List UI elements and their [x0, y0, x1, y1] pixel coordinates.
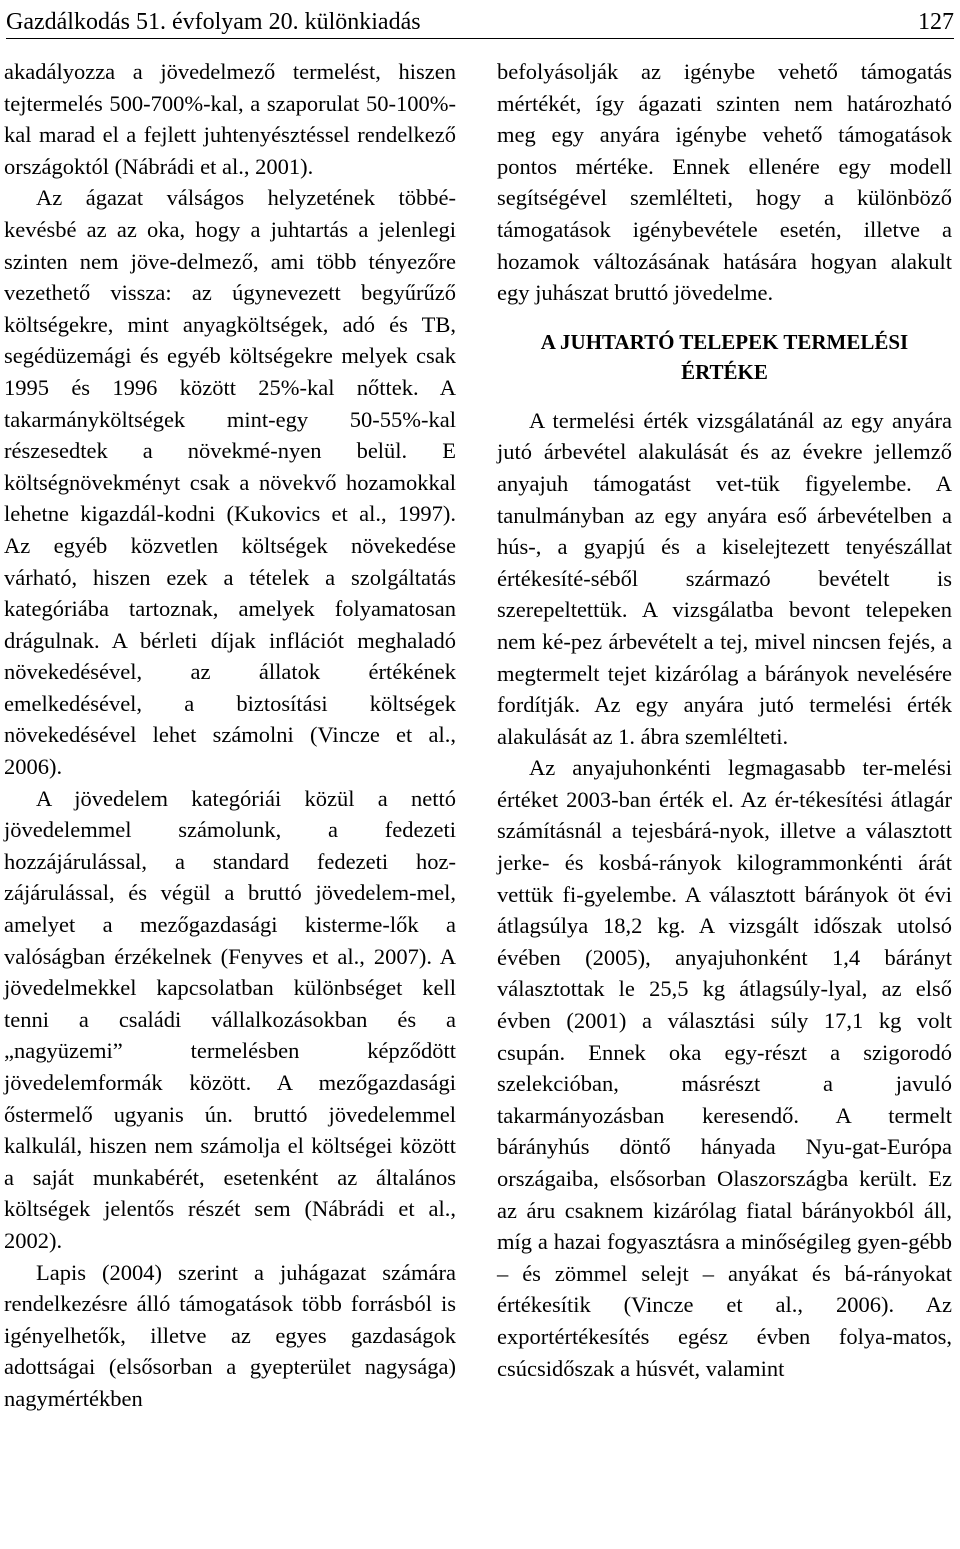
paragraph: Az anyajuhonkénti legmagasabb ter-melési értéket 2003-ban érték el. Az ér-tékesítési átlagár számításnál a tejesbárá-nyok, illetve a választott jerke- és kosbá-rányok kilogrammonkénti árát vettük fi-gyelembe. A választott bárányok öt évi átlagsúlya 18,2 kg. A vizsgált időszak utolsó évében (2005), anyajuhonként 1,4 bárányt választottak le 25,5 kg átlagsúly-lyal, az első évben (2001) a választási súly 17,1 kg volt csupán. Ennek oka egy-részt a szigorodó szelekcióban, másrészt a javuló takarmányozásban keresendő. A termelt bárányhús döntő hányada Nyu-gat-Európa országaiba, elsősorban Olaszországba került. Ez az áru csaknem kizárólag fiatal bárányokból áll, míg a hazai fogyasztásra a minőségileg gyen-gébb – és zömmel selejt – anyákat és bá-rányokat értékesítik (Vincze et al., 2006). Az exportértékesítés egész évben folya-matos, csúcsidőszak a húsvét, valamint	[497, 755, 952, 1381]
right-column	[497, 56, 952, 1384]
paragraph: Az ágazat válságos helyzetének többé-kevésbé az az oka, hogy a juhtartás a jelenlegi szinten nem jöve-delmező, ami több tényezőre vezethető vissza: az úgynevezett begyűrűző költségekre, mint anyagköltségek, adó és TB, segédüzemági és egyéb költségekre melyek csak 1995 és 1996 között 25%-kal nőttek. A takarmányköltségek mint-egy 50-55%-kal részesedtek a növekmé-nyen belül. E költségnövekményt csak a növekvő hozamokkal lehetne kigazdál-kodni (Kukovics et al., 1997). Az egyéb közvetlen költségek növekedése várható, hiszen ezek a tételek a szolgáltatás kategóriába tartoznak, amelyek folyamatosan drágulnak. A bérleti díjak inflációt meghaladó növekedésével, az állatok értékének emelkedésével, a biztosítási költségek növekedésével lehet számolni (Vincze et al., 2006).	[4, 185, 456, 780]
page-header	[6, 0, 954, 39]
paragraph: Lapis (2004) szerint a juhágazat számára rendelkezésre álló támogatások több forrásból is igényelhetők, illetve az egyes gazdaságok adottságai (elsősorban a gyepterület nagysága) nagymértékben	[4, 1259, 456, 1411]
paragraph: A termelési érték vizsgálatánál az egy anyára jutó árbevétel alakulását és az évekre jellemző anyajuh támogatást vet-tük figyelembe. A tanulmányban az egy anyára eső árbevételben a hús-, a gyapjú és a kiselejtezett tenyészállat értékesíté-séből származó bevételt is szerepeltettük. A vizsgálatba bevont telepeken nem ké-pez árbevételt a tej, mivel nincsen fejés, a megtermelt tejet kizárólag a bárányok nevelésére fordítják. Az egy anyára jutó termelési érték alakulását az 1. ábra szemlélteti.	[497, 407, 952, 749]
paragraph: akadályozza a jövedelmező termelést, hiszen tejtermelés 500-700%-kal, a szaporulat 50-100%-kal marad el a fejlett juhtenyésztéssel rendelkező országoktól (Nábrádi et al., 2001).	[4, 59, 456, 179]
journal-title: Gazdálkodás 51. évfolyam 20. különkiadás	[6, 9, 421, 35]
page-number: 127	[918, 9, 954, 35]
paragraph: A jövedelem kategóriái közül a nettó jövedelemmel számolunk, a fedezeti hozzájárulással, a standard fedezeti hoz-zájárulással, és végül a bruttó jövedelem-mel, amelyet a mezőgazdasági kisterme-lők a valóságban érzékelnek (Fenyves et al., 2007). A jövedelmekkel kapcsolatban különbséget kell tenni a családi vállalkozásokban és a „nagyüzemi” termelésben képződött jövedelemformák között. A mezőgazdasági őstermelő ugyanis ún. bruttó jövedelemmel kalkulál, hiszen nem számolja el költségei között a saját munkabérét, esetenként az általános költségek jelentős részét sem (Nábrádi et al., 2002).	[4, 785, 456, 1253]
left-column	[4, 56, 456, 1415]
paragraph: befolyásolják az igénybe vehető támogatás mértékét, így ágazati szinten nem határozható meg egy anyára igénybe vehető támogatások pontos mértéke. Ennek ellenére egy modell segítségével szemlélteti, hogy a különböző támogatások igénybevétele esetén, illetve a hozamok változásának hatására hogyan alakult egy juhászat bruttó jövedelme.	[497, 59, 952, 306]
section-heading: A JUHTARTÓ TELEPEK TERMELÉSI ÉRTÉKE	[540, 329, 909, 384]
